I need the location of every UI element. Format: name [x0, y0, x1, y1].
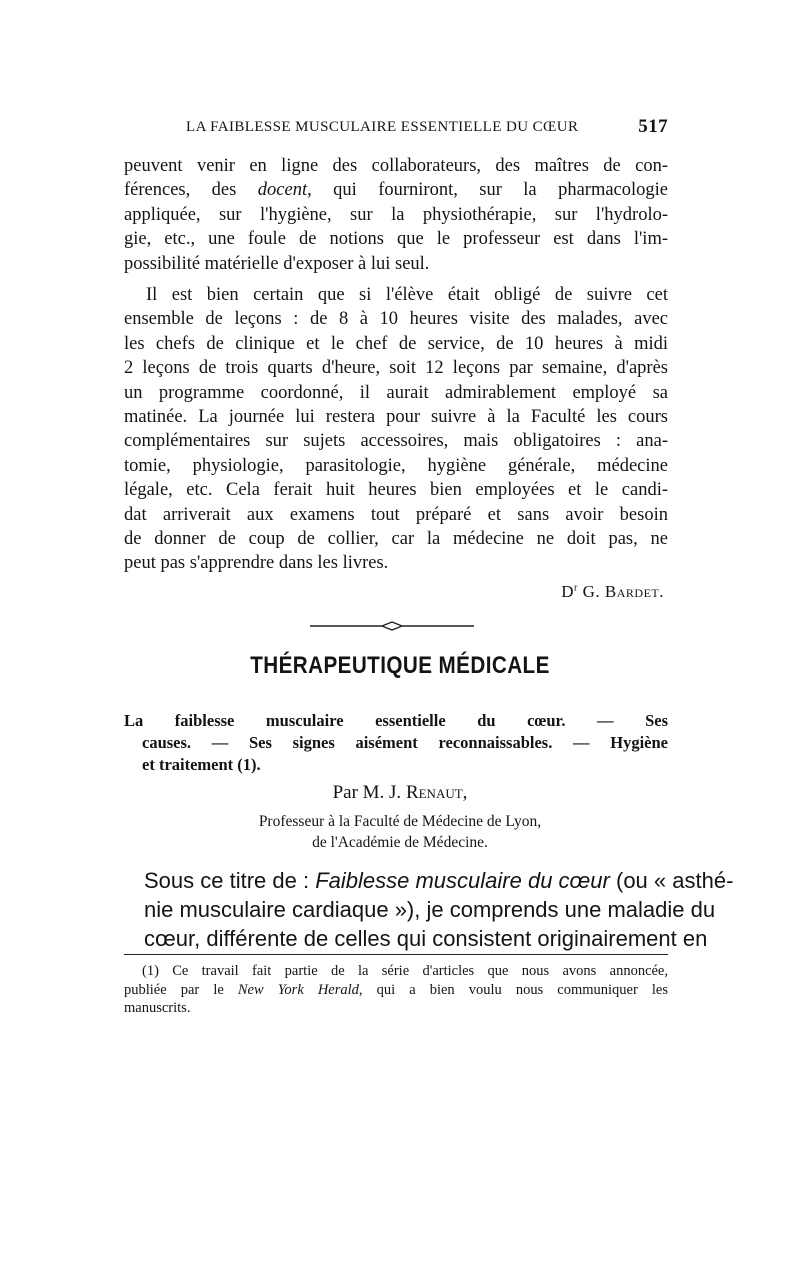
- byline: [0, 782, 800, 804]
- paragraph-body: [124, 283, 668, 576]
- text-line: peuvent venir en ligne des collaborateurs, des maîtres de con-: [124, 156, 668, 176]
- byline-name: Renaut,: [405, 782, 468, 803]
- page-number: 517: [638, 116, 668, 137]
- article-heading: [124, 710, 668, 776]
- author-affiliation: de l'Académie de Médecine.: [312, 834, 488, 851]
- text-line: de donner de coup de collier, car la médecine ne doit pas, ne: [124, 529, 668, 550]
- text-run: (ou « asthé-: [609, 868, 734, 893]
- text-line: gie, etc., une foule de notions que le professeur est dans l'im-: [124, 229, 668, 250]
- text-line: Il est bien certain que si l'élève était obligé de suivre cet: [146, 285, 668, 305]
- byline-prefix: Par M. J.: [332, 782, 406, 803]
- author-affiliation: Professeur à la Faculté de Médecine de Lyon,: [258, 813, 542, 830]
- text-run: , qui a bien voulu nous communiquer les: [358, 981, 668, 998]
- signature-title: D: [561, 582, 575, 601]
- heading-line: et traitement (1).: [142, 755, 261, 774]
- text-line: peut pas s'apprendre dans les livres.: [124, 553, 389, 574]
- ornamental-rule: [310, 620, 474, 632]
- signature-name: G. Bardet.: [582, 582, 664, 601]
- footnote: [124, 962, 668, 1018]
- text-line: complémentaires sur sujets accessoires, mais obligatoires : ana-: [124, 431, 668, 452]
- heading-line: causes. — Ses signes aisément reconnaissables. — Hygiène: [142, 733, 668, 752]
- text-line: matinée. La journée lui restera pour suivre à la Faculté les cours: [124, 407, 668, 428]
- text-line: un programme coordonné, il aurait admirablement employé sa: [124, 382, 668, 403]
- footnote-line: (1) Ce travail fait partie de la série d'articles que nous avons annoncée,: [142, 963, 668, 979]
- footnote-line: manuscrits.: [124, 1000, 191, 1016]
- text-line: possibilité matérielle d'exposer à lui seul.: [124, 253, 430, 274]
- heading-line: La faiblesse musculaire essentielle du cœur. — Ses: [124, 711, 668, 730]
- text-run-italic: New York Herald: [237, 981, 359, 998]
- footnote-divider: [124, 954, 668, 955]
- signature-title-sup: r: [574, 582, 578, 594]
- text-line: cœur, différente de celles qui consistent originairement en: [144, 926, 708, 951]
- text-line: appliquée, sur l'hygiène, sur la physiothérapie, sur l'hydrolo-: [124, 204, 668, 225]
- article-intro: [144, 866, 734, 953]
- section-title: THÉRAPEUTIQUE MÉDICALE: [250, 652, 550, 679]
- text-line: 2 leçons de trois quarts d'heure, soit 12 leçons par semaine, d'après: [124, 358, 668, 379]
- running-head: [186, 116, 666, 140]
- text-line: férences, des docent, qui fourniront, sur la pharmacologie: [124, 180, 668, 201]
- footnote-line: [124, 981, 668, 1000]
- text-run: Sous ce titre de :: [144, 868, 316, 893]
- text-line: les chefs de clinique et le chef de service, de 10 heures à midi: [124, 333, 668, 354]
- text-line: légale, etc. Cela ferait huit heures bien employées et le candi-: [124, 480, 668, 501]
- text-line: tomie, physiologie, parasitologie, hygiène générale, médecine: [124, 455, 668, 476]
- paragraph-continuation: [124, 154, 668, 276]
- text-line: [144, 866, 734, 895]
- running-head-title: LA FAIBLESSE MUSCULAIRE ESSENTIELLE DU CŒUR: [186, 119, 579, 135]
- author-signature: [561, 582, 664, 602]
- text-run: publiée par le: [124, 981, 238, 998]
- text-line: ensemble de leçons : de 8 à 10 heures visite des malades, avec: [124, 309, 668, 330]
- text-run-italic: Faiblesse musculaire du cœur: [315, 868, 610, 893]
- text-line: nie musculaire cardiaque »), je comprends une maladie du: [144, 897, 716, 922]
- text-line: dat arriverait aux examens tout préparé et sans avoir besoin: [124, 504, 668, 525]
